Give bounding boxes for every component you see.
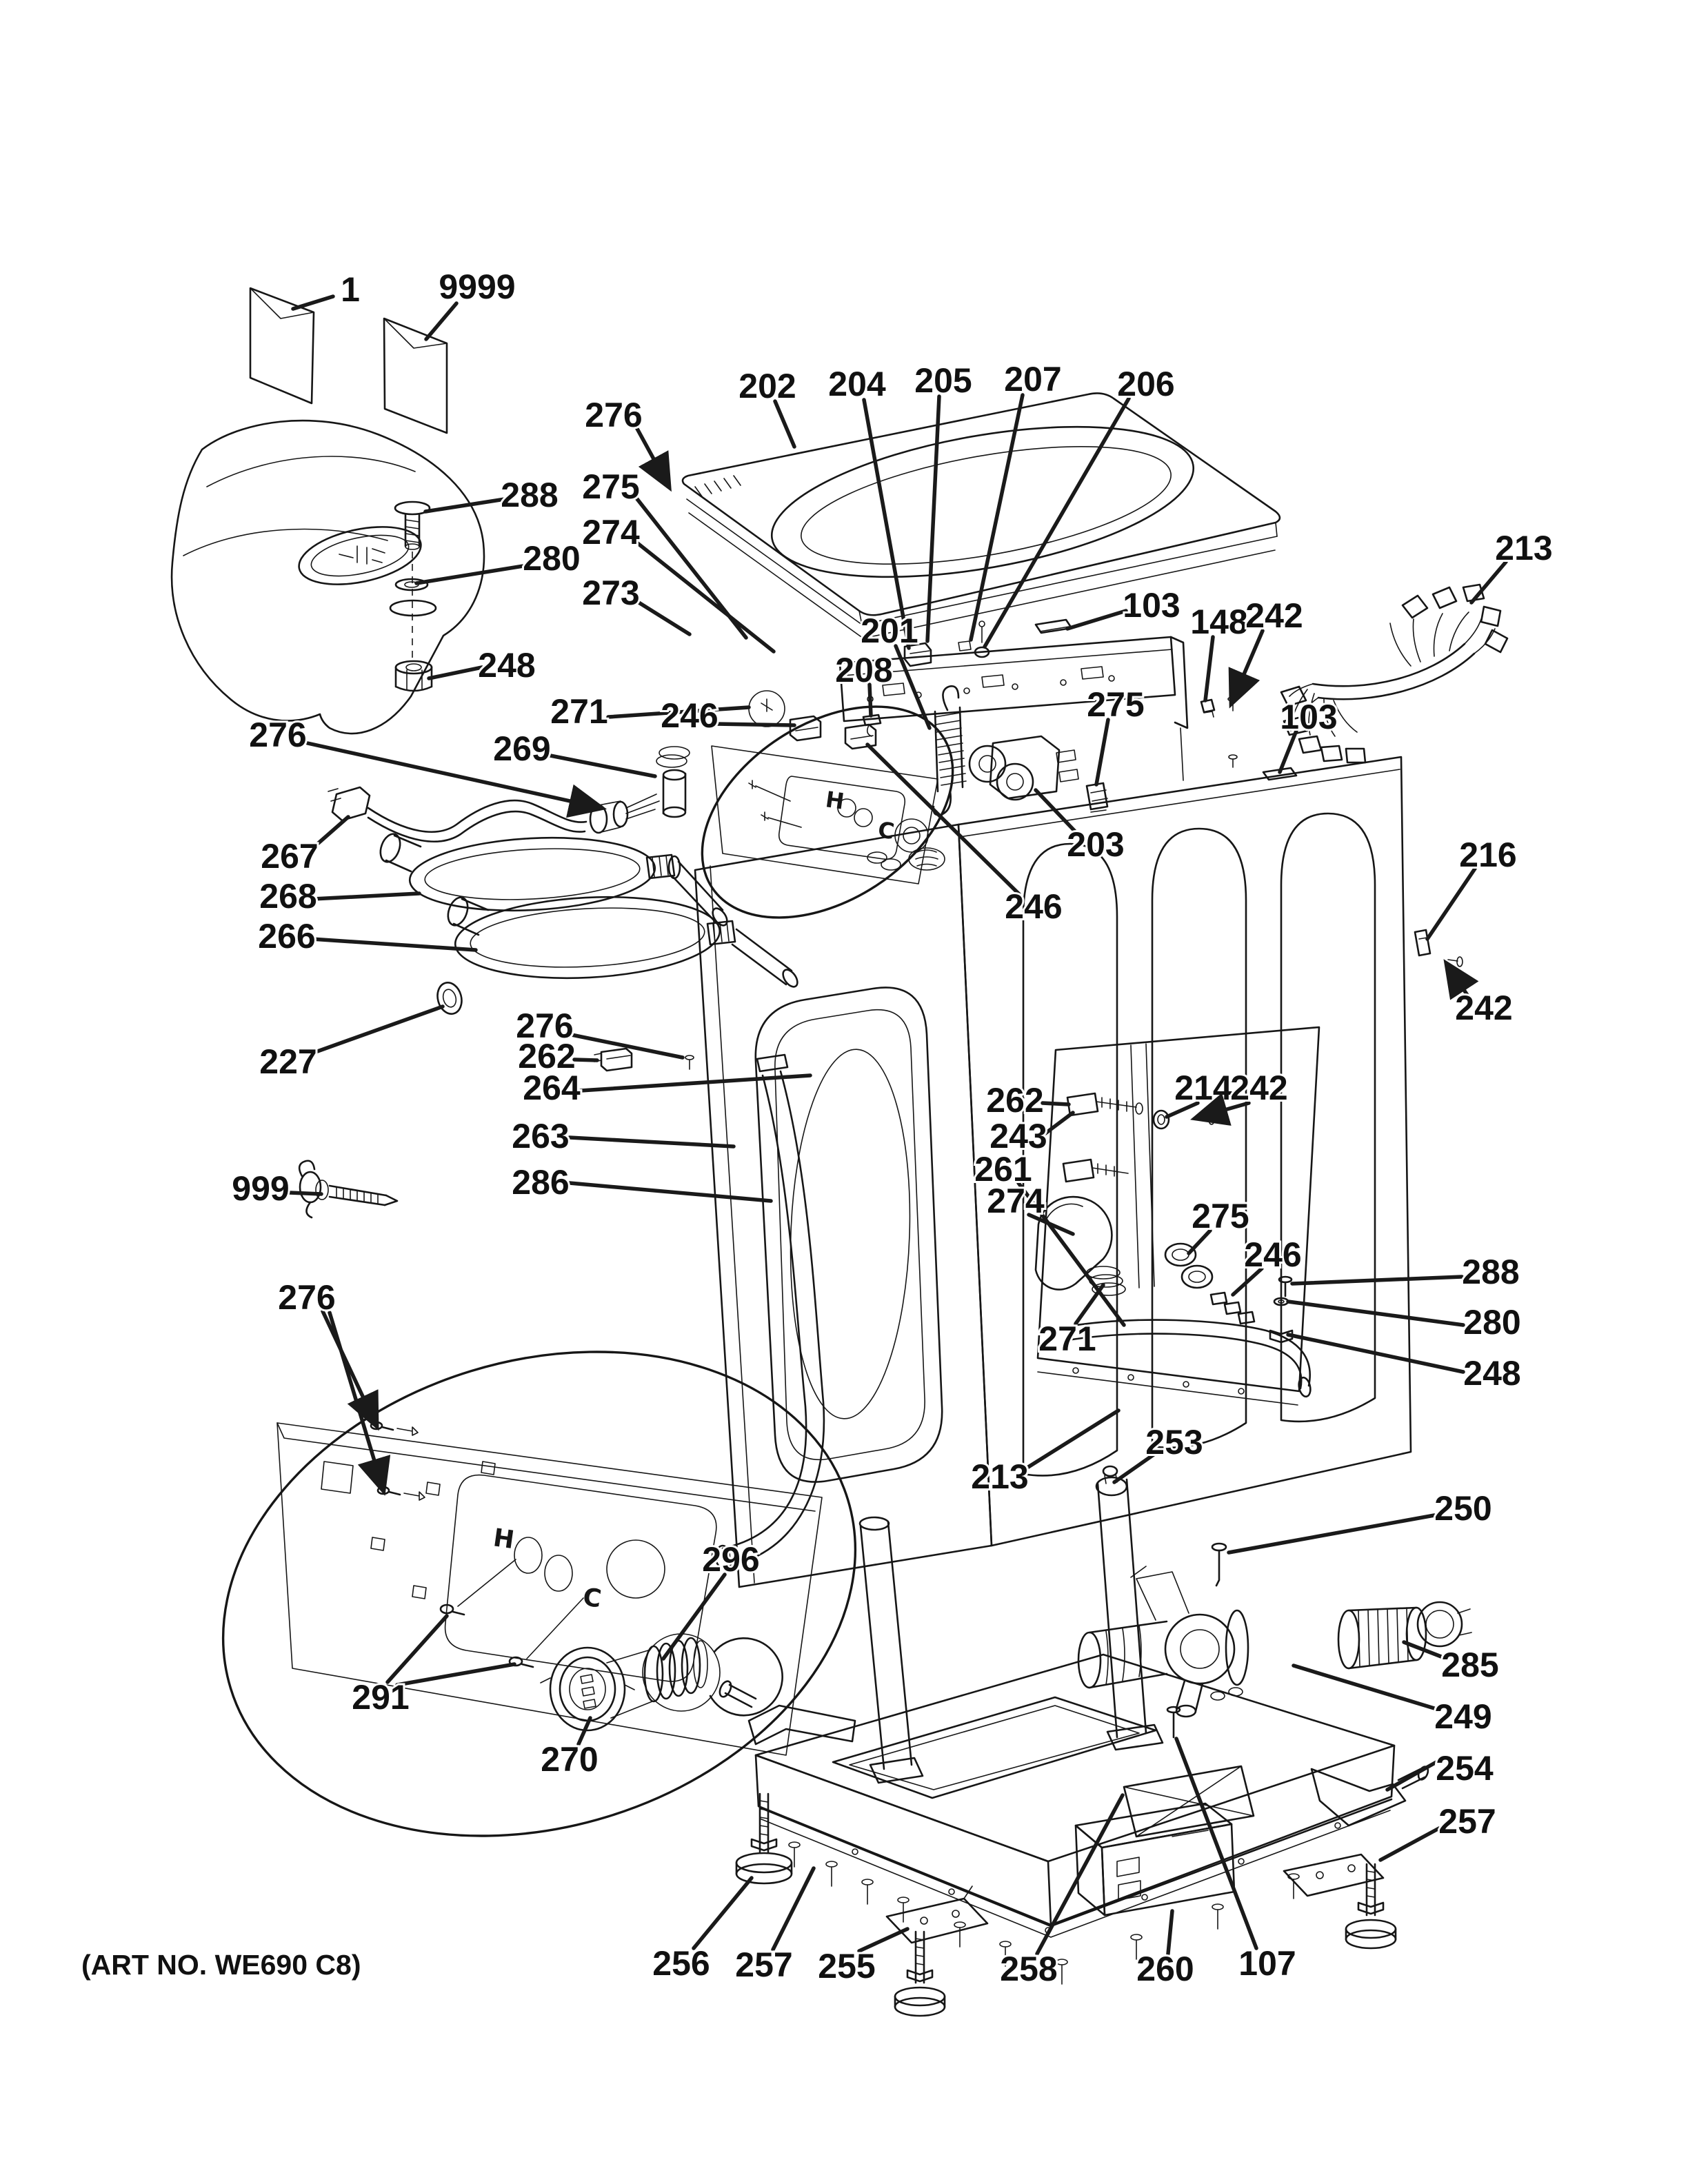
bracket-258 <box>1124 1766 1254 1837</box>
part-number-label: 213 <box>1495 529 1553 567</box>
part-number-label: 264 <box>523 1069 581 1107</box>
part-number-label: 203 <box>1067 825 1125 864</box>
leader-line <box>715 724 794 725</box>
part-number-label: 263 <box>512 1117 570 1155</box>
part-number-label: 248 <box>1463 1354 1521 1393</box>
part-number-label: 262 <box>518 1037 576 1075</box>
part-callout-103-15 <box>1067 586 1180 629</box>
cold-marking: C <box>876 816 896 845</box>
drain-outlet-270 <box>541 1648 652 1730</box>
leader-line <box>971 395 1023 640</box>
part-number-label: 201 <box>861 611 918 650</box>
part-number-label: 271 <box>1038 1320 1096 1358</box>
leader-line <box>694 1878 752 1948</box>
part-callout-254-61 <box>1387 1749 1494 1790</box>
part-callout-264-36 <box>523 1069 810 1107</box>
part-number-label: 246 <box>1005 887 1063 926</box>
leader-line <box>314 817 348 847</box>
leader-line <box>293 296 333 309</box>
part-number-label: 269 <box>493 729 551 768</box>
part-callout-257-62 <box>1380 1802 1496 1860</box>
washer-280 <box>390 579 436 616</box>
leader-line <box>1280 731 1296 772</box>
screw-250 <box>1212 1544 1226 1586</box>
part-callout-202-2 <box>738 367 796 447</box>
part-number-label: 276 <box>278 1278 336 1317</box>
grommet-227 <box>434 980 465 1016</box>
part-callout-262-40 <box>986 1081 1069 1120</box>
part-number-label: 288 <box>1462 1253 1520 1291</box>
leader-line <box>775 401 794 447</box>
clip-148 <box>1201 700 1214 717</box>
part-callout-204-3 <box>828 365 909 648</box>
part-number-label: 275 <box>1087 685 1145 724</box>
part-callout-276-52 <box>278 1278 383 1490</box>
leader-line <box>1232 631 1263 703</box>
part-number-label: 242 <box>1245 596 1303 635</box>
leader-line <box>397 1664 514 1685</box>
base-assembly-drawing <box>718 1466 1471 2016</box>
part-callout-255-65 <box>818 1929 907 1985</box>
part-callout-263-37 <box>512 1117 734 1155</box>
leader-line <box>1387 1762 1436 1790</box>
leveling-leg-left <box>736 1794 792 1883</box>
part-callout-288-9 <box>425 476 559 514</box>
part-callout-260-67 <box>1136 1911 1194 1988</box>
leader-line <box>985 398 1129 647</box>
grommet-214 <box>1154 1111 1169 1129</box>
ground-screw-276 <box>685 1055 694 1069</box>
leader-line <box>1026 1410 1118 1468</box>
part-callout-275-46 <box>1189 1197 1249 1253</box>
leader-line <box>1229 1515 1434 1553</box>
leveling-leg-center <box>895 1932 945 2016</box>
part-number-label: 249 <box>1434 1697 1492 1736</box>
part-number-label: 206 <box>1117 365 1175 403</box>
part-callout-291-57 <box>352 1616 514 1717</box>
leader-line <box>550 756 655 776</box>
leader-line <box>1380 1828 1439 1860</box>
part-number-label: 250 <box>1434 1489 1492 1528</box>
part-number-label: 276 <box>516 1007 574 1045</box>
part-number-label: 213 <box>971 1457 1029 1496</box>
fill-hose-266 <box>445 891 801 989</box>
part-number-label: 266 <box>258 917 316 956</box>
part-number-label: 260 <box>1136 1950 1194 1988</box>
part-number-label: 280 <box>1463 1303 1521 1342</box>
leader-line <box>864 400 909 648</box>
clamps-275-lower <box>1165 1244 1212 1288</box>
leader-line <box>1427 869 1475 939</box>
part-callout-269-25 <box>493 729 655 776</box>
part-number-label: 214 <box>1174 1069 1232 1107</box>
part-callout-1-0 <box>293 270 360 309</box>
fill-hose-268 <box>377 831 730 928</box>
part-number-label: 242 <box>1455 989 1513 1027</box>
hot-marking: H <box>823 786 846 815</box>
part-number-label: 107 <box>1238 1944 1296 1983</box>
art-number: (ART NO. WE690 C8) <box>81 1949 361 1981</box>
leader-line <box>568 1034 683 1058</box>
part-number-label: 1 <box>341 270 360 309</box>
hot-marking: H <box>491 1524 516 1555</box>
part-number-label: 276 <box>585 396 643 434</box>
part-callout-286-38 <box>512 1163 771 1202</box>
part-callout-213-14 <box>1471 529 1553 603</box>
power-cord-267 <box>328 787 659 842</box>
top-cover-drawing <box>172 421 484 734</box>
clip-216 <box>1415 930 1430 956</box>
part-callout-285-59 <box>1404 1642 1499 1684</box>
part-number-label: 280 <box>523 539 581 578</box>
part-callout-275-22 <box>1087 685 1144 785</box>
leader-line <box>1045 1113 1073 1133</box>
part-number-label: 242 <box>1230 1069 1288 1107</box>
part-number-label: 276 <box>249 716 307 754</box>
part-callout-242-29 <box>1447 964 1513 1027</box>
part-callout-270-58 <box>541 1718 598 1779</box>
brand-emblem-icon <box>339 546 385 564</box>
part-number-label: 243 <box>989 1117 1047 1155</box>
part-number-label: 268 <box>259 877 317 916</box>
cold-marking: C <box>581 1583 603 1614</box>
instruction-sheet-icon-9999 <box>384 318 447 433</box>
part-number-label: 103 <box>1280 698 1338 736</box>
leader-line <box>416 565 528 583</box>
part-number-label: 257 <box>1438 1802 1496 1841</box>
part-number-label: 285 <box>1441 1646 1499 1684</box>
part-number-label: 275 <box>1192 1197 1249 1235</box>
part-number-label: 274 <box>582 513 640 552</box>
damper-strut-left <box>860 1517 923 1783</box>
leader-line <box>1292 1277 1462 1284</box>
part-callout-296-56 <box>663 1540 760 1659</box>
part-number-label: 148 <box>1190 603 1248 641</box>
leader-line <box>1067 611 1126 629</box>
leader-line <box>1076 1285 1103 1324</box>
vent-tube-269 <box>656 747 690 817</box>
part-number-label: 227 <box>259 1042 317 1081</box>
part-number-label: 256 <box>652 1944 710 1983</box>
leader-line <box>429 667 482 678</box>
part-number-label: 262 <box>986 1081 1044 1120</box>
top-panel-drawing <box>683 393 1280 638</box>
leader-line <box>426 303 456 339</box>
leader-line <box>570 1183 771 1201</box>
part-number-label: 204 <box>828 365 886 403</box>
screw-107 <box>1167 1707 1180 1737</box>
part-callout-288-48 <box>1292 1253 1520 1291</box>
part-number-label: 999 <box>232 1169 290 1208</box>
part-callout-271-51 <box>1038 1285 1103 1358</box>
leader-line <box>313 893 419 899</box>
part-callout-250-55 <box>1229 1489 1492 1553</box>
leader-line <box>388 1616 447 1682</box>
drain-valve-999 <box>299 1161 397 1217</box>
part-callout-280-49 <box>1288 1302 1521 1342</box>
leader-line <box>634 600 690 634</box>
part-callout-274-43 <box>987 1182 1073 1234</box>
leader-line <box>1096 720 1108 785</box>
part-callout-248-50 <box>1288 1335 1521 1393</box>
leader-line <box>570 1138 734 1146</box>
leader-line <box>312 939 476 950</box>
clamp-275-mid <box>1087 783 1107 812</box>
screws-291 <box>441 1559 583 1667</box>
part-callout-280-11 <box>416 539 581 583</box>
part-number-label: 253 <box>1145 1423 1203 1462</box>
part-number-label: 267 <box>261 837 319 876</box>
part-number-label: 291 <box>352 1678 410 1717</box>
part-number-label: 274 <box>987 1182 1045 1220</box>
part-number-label: 286 <box>512 1163 570 1202</box>
part-number-label: 258 <box>1000 1950 1058 1988</box>
part-number-label: 271 <box>550 692 608 731</box>
leader-line <box>663 1575 725 1659</box>
circled-screw-detail <box>749 691 785 727</box>
leader-line <box>1294 1666 1434 1708</box>
part-callout-9999-1 <box>426 267 516 339</box>
water-valve-203 <box>969 736 1078 800</box>
leader-line <box>1205 637 1213 700</box>
part-number-label: 275 <box>582 467 640 506</box>
leader-line <box>1037 1795 1123 1954</box>
part-number-label: 202 <box>738 367 796 405</box>
part-number-label: 257 <box>735 1945 793 1984</box>
leader-line <box>1168 1911 1172 1954</box>
part-number-label: 255 <box>818 1947 876 1985</box>
leader-line <box>635 541 774 651</box>
part-callout-216-28 <box>1427 836 1517 939</box>
leader-line <box>636 427 669 487</box>
part-callout-268-31 <box>259 877 419 916</box>
part-callout-253-54 <box>1114 1423 1203 1482</box>
ribbed-seal-296 <box>645 1638 707 1701</box>
part-number-label: 9999 <box>439 267 516 306</box>
part-callout-267-30 <box>261 817 348 876</box>
part-callout-248-13 <box>429 646 536 685</box>
part-number-label: 246 <box>1244 1235 1302 1274</box>
part-number-label: 296 <box>702 1540 760 1579</box>
screw-288 <box>395 502 430 549</box>
strut-cap-253 <box>1096 1466 1127 1495</box>
part-callout-266-32 <box>258 917 476 956</box>
pump-motor-249 <box>1078 1566 1248 1717</box>
leader-line <box>308 743 601 808</box>
leader-line <box>290 1193 321 1194</box>
part-number-label: 254 <box>1436 1749 1494 1788</box>
part-number-label: 207 <box>1004 360 1062 398</box>
leader-line <box>323 1311 376 1426</box>
thermistor-262-243 <box>1063 1093 1143 1182</box>
part-number-label: 261 <box>974 1150 1032 1189</box>
left-support-arm <box>718 1679 855 1744</box>
part-number-label: 288 <box>501 476 559 514</box>
part-number-label: 273 <box>582 574 640 612</box>
part-number-label: 246 <box>661 696 719 735</box>
part-callout-227-33 <box>259 1007 443 1081</box>
nut-248 <box>396 661 432 691</box>
part-number-label: 208 <box>835 651 893 689</box>
part-number-label: 103 <box>1123 586 1180 625</box>
leader-line <box>1043 1103 1069 1104</box>
part-callout-246-47 <box>1233 1235 1302 1295</box>
part-callout-246-21 <box>661 696 794 735</box>
part-number-label: 270 <box>541 1740 599 1779</box>
connectors-246-lower <box>1211 1293 1254 1324</box>
callout-labels-layer <box>232 267 1552 1988</box>
leader-line <box>773 1868 814 1950</box>
leveling-leg-right <box>1346 1864 1396 1948</box>
part-number-label: 205 <box>914 361 972 400</box>
screw-242-right <box>1448 957 1463 967</box>
clip-103-top <box>1036 620 1072 633</box>
part-number-label: 248 <box>478 646 536 685</box>
leader-line <box>927 396 939 641</box>
leader-line <box>312 1007 443 1053</box>
part-number-label: 216 <box>1459 836 1517 874</box>
part-callout-273-12 <box>582 574 690 634</box>
part-callout-243-41 <box>989 1113 1073 1155</box>
leader-line <box>425 499 505 512</box>
screws-276-rear <box>371 1422 425 1500</box>
lid-lock-switches <box>790 716 876 749</box>
leader-line <box>1471 562 1506 603</box>
switch-262-left <box>594 1049 632 1071</box>
